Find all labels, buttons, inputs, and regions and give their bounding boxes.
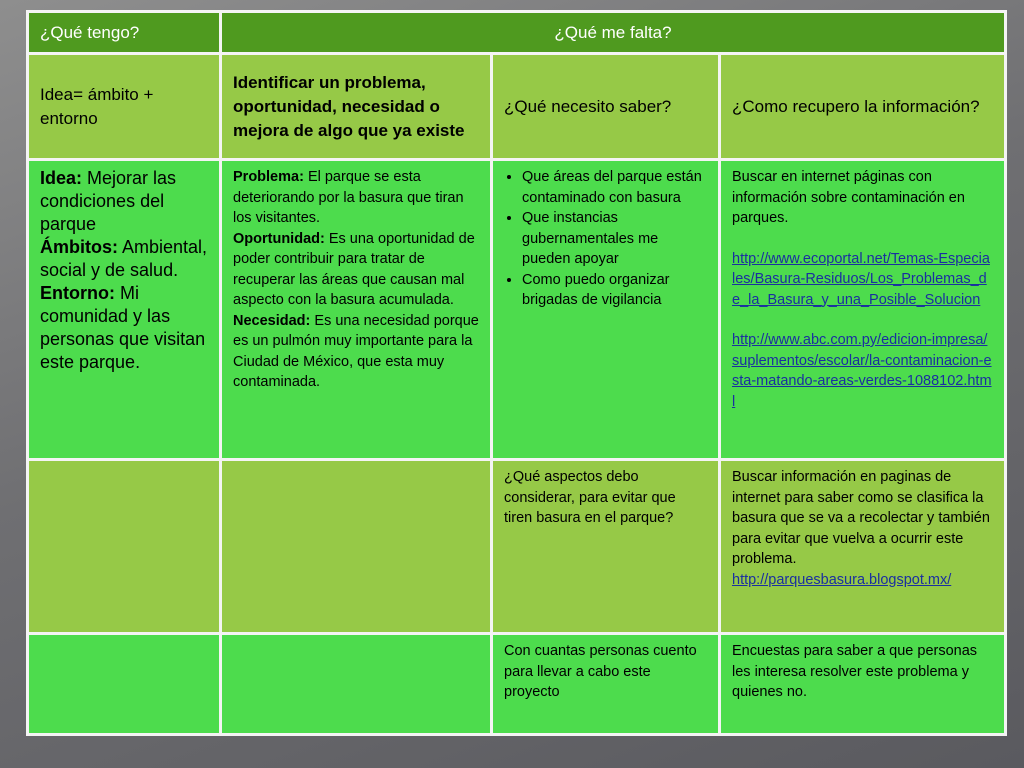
planning-table: [26, 10, 1007, 736]
parquesbasura-link[interactable]: http://parquesbasura.blogspot.mx/: [732, 571, 952, 588]
subheader-identificar-label: Identificar un problema, oportunidad, necesidad o mejora de algo que ya existe: [233, 72, 465, 140]
cell-problema-oportunidad-necesidad: [222, 161, 490, 458]
saber-bullet-list: [504, 167, 707, 311]
subheader-necesito-saber-label: ¿Qué necesito saber?: [504, 96, 672, 116]
recuperar-text: Buscar en internet páginas con información sobre contaminación en parques.: [732, 169, 965, 226]
cell-buscar-informacion: [721, 461, 1004, 632]
list-item: • Como puedo organizar brigadas de vigilancia: [522, 270, 707, 311]
header-que-tengo: ¿Qué tengo?: [29, 13, 219, 52]
cell-recuperar-info: [721, 161, 1004, 458]
necesidad-label: Necesidad:: [233, 312, 311, 329]
list-item: • Que áreas del parque están contaminado con basura: [522, 167, 707, 208]
cell-encuestas: [721, 635, 1004, 733]
encuestas-text: Encuestas para saber a que personas les interesa resolver este problema y quienes no.: [732, 643, 978, 700]
list-item: • Que instancias gubernamentales me pueden apoyar: [522, 208, 707, 270]
empty-cell: [222, 635, 490, 733]
empty-cell: [222, 461, 490, 632]
header-que-me-falta: [222, 13, 1004, 52]
subheader-necesito-saber: [493, 55, 718, 158]
abc-link[interactable]: http://www.abc.com.py/edicion-impresa/suplementos/escolar/la-contaminacion-esta-matando-areas-verdes-1088102.html: [732, 332, 992, 410]
subheader-idea: [29, 55, 219, 158]
ambitos-label: Ámbitos:: [40, 237, 118, 257]
cell-cuantas-personas: [493, 635, 718, 733]
subheader-idea-label: Idea= ámbito + entorno: [40, 84, 154, 128]
problema-text: El parque se esta deteriorando por la basura que tiran los visitantes.: [233, 169, 464, 226]
aspectos-text: ¿Qué aspectos debo considerar, para evitar que tiren basura en el parque?: [504, 469, 676, 526]
subheader-identificar: [222, 55, 490, 158]
idea-label: Idea:: [40, 168, 83, 188]
subheader-recupero-label: ¿Como recupero la información?: [732, 96, 980, 116]
slide: [26, 10, 1007, 736]
idea-text: Mejorar las condiciones del parque: [40, 168, 177, 234]
problema-label: Problema:: [233, 169, 304, 185]
necesidad-text: Es una necesidad porque es un pulmón muy importante para la Ciudad de México, que esta muy contaminada.: [233, 312, 479, 390]
entorno-text: Mi comunidad y las personas que visitan este parque.: [40, 283, 206, 372]
cell-idea-ambitos-entorno: [29, 161, 219, 458]
cuantas-personas-text: Con cuantas personas cuento para llevar a cabo este proyecto: [504, 643, 697, 700]
ambitos-text: Ambiental, social y de salud.: [40, 237, 208, 280]
empty-cell: [29, 635, 219, 733]
cell-aspectos-considerar: [493, 461, 718, 632]
header-que-me-falta-label: ¿Qué me falta?: [554, 22, 672, 42]
ecoportal-link[interactable]: http://www.ecoportal.net/Temas-Especiales/Basura-Residuos/Los_Problemas_de_la_Basura_y_una_Posible_Solucion: [732, 250, 990, 308]
oportunidad-text: Es una oportunidad de poder contribuir para tratar de recuperar las áreas que causan mal aspecto con la basura acumulada.: [233, 230, 475, 308]
subheader-recupero-informacion: [721, 55, 1004, 158]
entorno-label: Entorno:: [40, 283, 115, 303]
cell-necesito-saber-list: [493, 161, 718, 458]
buscar-text: Buscar información en paginas de internet para saber como se clasifica la basura que se va a recolectar y también para evitar que vuelva a ocurrir este problema.: [732, 469, 990, 567]
oportunidad-label: Oportunidad:: [233, 230, 325, 247]
empty-cell: [29, 461, 219, 632]
